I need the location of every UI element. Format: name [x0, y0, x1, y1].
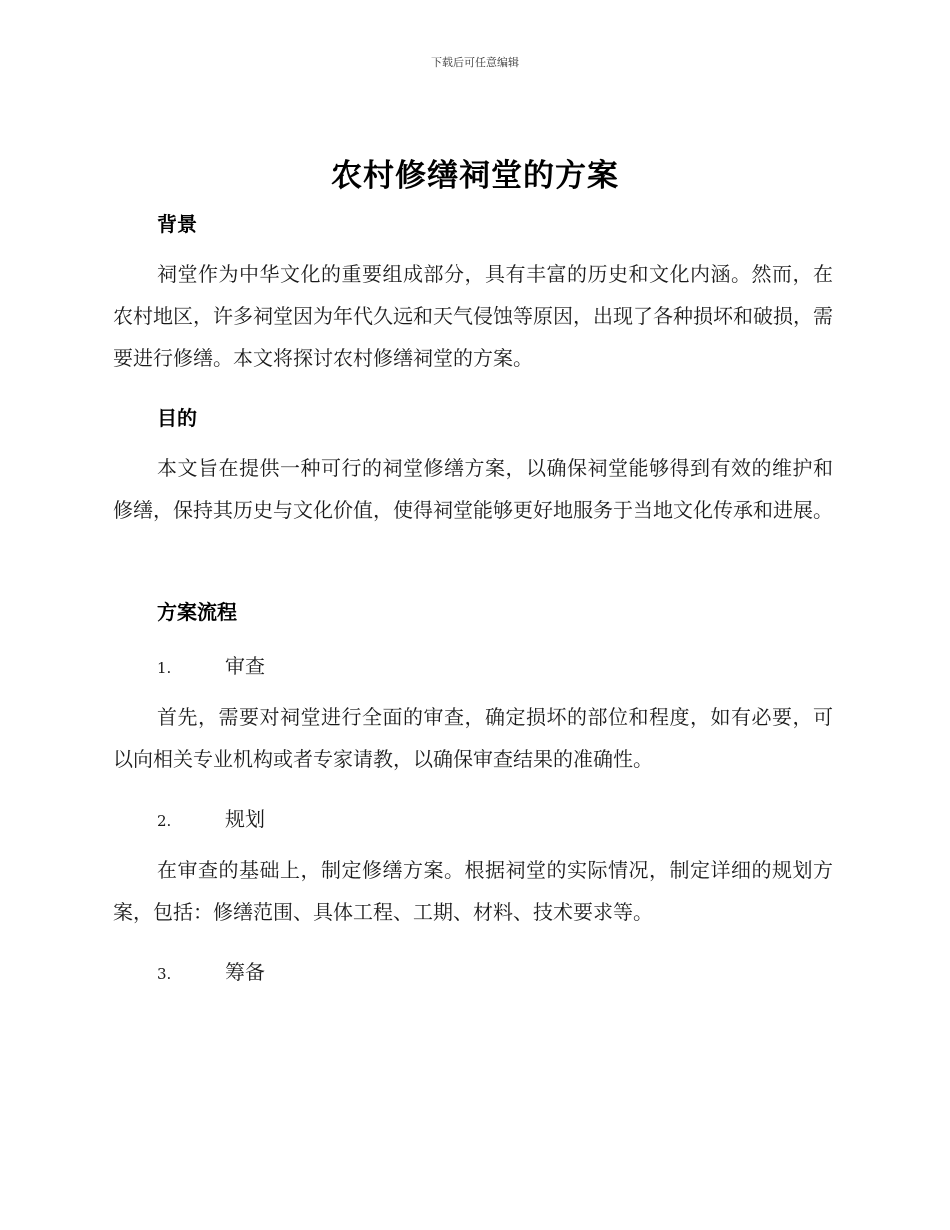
step-number: 1.: [157, 659, 172, 677]
step-label: 审查: [225, 654, 265, 678]
paragraph-purpose: 本文旨在提供一种可行的祠堂修缮方案，以确保祠堂能够得到有效的维护和修缮，保持其历史与文化价值，使得祠堂能够更好地服务于当地文化传承和进展。: [113, 456, 833, 522]
paragraph-step-review: 首先，需要对祠堂进行全面的审查，确定损坏的部位和程度，如有必要，可以向相关专业机构或者专家请教，以确保审查结果的准确性。: [113, 705, 833, 771]
step-item-review: [157, 650, 265, 679]
step-number: 2.: [157, 812, 172, 830]
step-label: 筹备: [225, 960, 265, 984]
section-heading-purpose: 目的: [157, 406, 197, 430]
document-title: 农村修缮祠堂的方案: [331, 158, 619, 194]
step-item-planning: [157, 803, 265, 832]
paragraph-step-planning: 在审查的基础上，制定修缮方案。根据祠堂的实际情况，制定详细的规划方案，包括：修缮范围、具体工程、工期、材料、技术要求等。: [113, 858, 833, 924]
section-heading-background: 背景: [157, 212, 197, 236]
page-header: 下载后可任意编辑: [431, 56, 519, 69]
section-heading-process: 方案流程: [157, 600, 237, 624]
step-label: 规划: [225, 807, 265, 831]
step-number: 3.: [157, 965, 172, 983]
paragraph-background: 祠堂作为中华文化的重要组成部分，具有丰富的历史和文化内涵。然而，在农村地区，许多祠堂因为年代久远和天气侵蚀等原因，出现了各种损坏和破损，需要进行修缮。本文将探讨农村修缮祠堂的方案。: [113, 262, 833, 370]
step-item-preparation: [157, 956, 265, 985]
